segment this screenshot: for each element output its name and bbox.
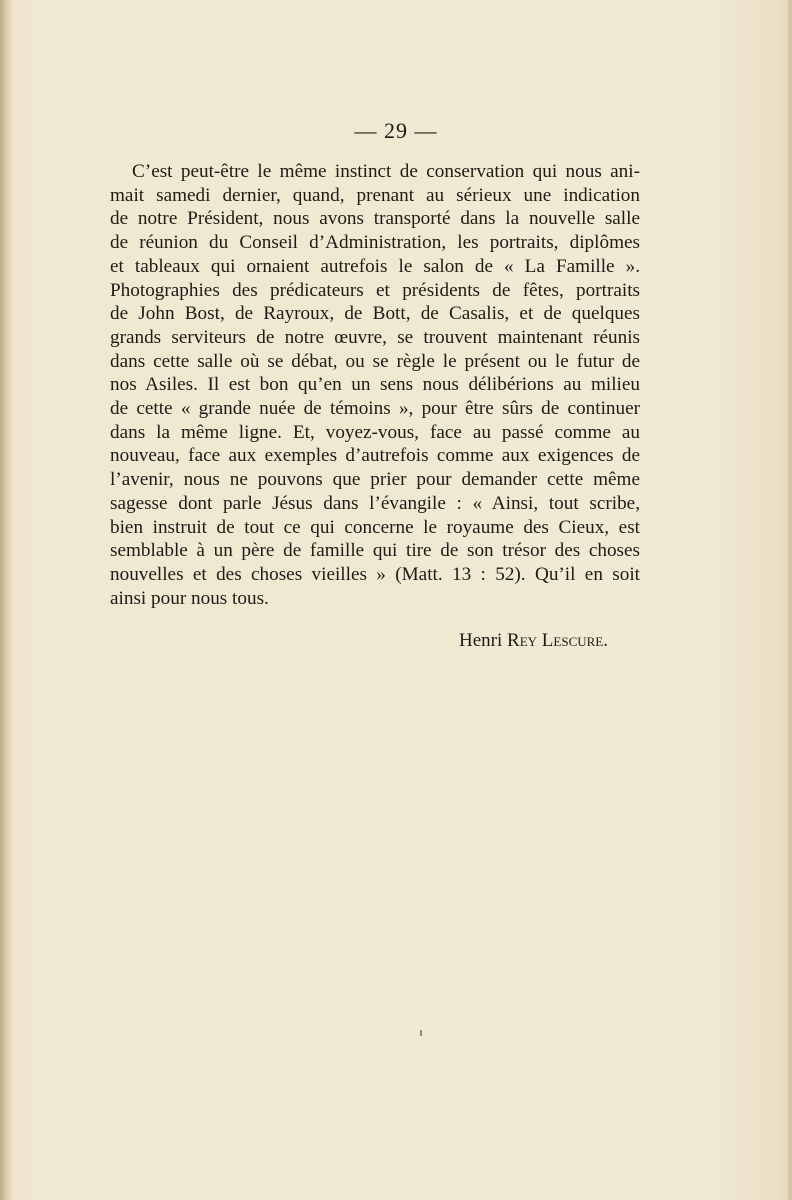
paragraph <box>110 160 640 610</box>
paragraph-line: Photographies des prédicateurs et présidents de fêtes, portraits <box>110 279 640 301</box>
signature-first-name: Henri <box>459 630 503 651</box>
signature <box>459 630 608 652</box>
paragraph-line: de notre Président, nous avons transporté dans la nouvelle salle <box>110 208 640 230</box>
paragraph-line: de réunion du Conseil d’Administration, les portraits, diplômes <box>110 232 640 254</box>
paragraph-line: dans cette salle où se débat, ou se règle le présent ou le futur de <box>110 350 640 372</box>
page-number: — 29 — <box>354 118 438 143</box>
paragraph-line: C’est peut-être le même instinct de conservation qui nous ani- <box>132 161 640 182</box>
paragraph-line: ainsi pour nous tous. <box>110 587 269 609</box>
paragraph-line: mait samedi dernier, quand, prenant au sérieux une indication <box>110 184 640 206</box>
paragraph-line: de cette « grande nuée de témoins », pour être sûrs de continuer <box>110 398 640 420</box>
paragraph-line: nouvelles et des choses vieilles » (Matt. 13 : 52). Qu’il en soit <box>110 563 640 585</box>
page-edge <box>788 0 792 1200</box>
paragraph-line: nouveau, face aux exemples d’autrefois comme aux exigences de <box>110 445 640 467</box>
paragraph-line: de John Bost, de Rayroux, de Bott, de Casalis, et de quelques <box>110 303 640 325</box>
binding-edge <box>0 0 12 1200</box>
paragraph-line: semblable à un père de famille qui tire de son trésor des choses <box>110 540 640 562</box>
paragraph-line: bien instruit de tout ce qui concerne le royaume des Cieux, est <box>110 516 640 538</box>
signature-last-name: Rey Lescure. <box>507 630 608 651</box>
paragraph-line: l’avenir, nous ne pouvons que prier pour demander cette même <box>110 469 640 491</box>
paper-speck <box>420 1030 422 1036</box>
paragraph-line: sagesse dont parle Jésus dans l’évangile : « Ainsi, tout scribe, <box>110 492 640 514</box>
paragraph-line: grands serviteurs de notre œuvre, se trouvent maintenant réunis <box>110 326 640 348</box>
paragraph-line: et tableaux qui ornaient autrefois le salon de « La Famille ». <box>110 255 640 277</box>
paragraph-line: dans la même ligne. Et, voyez-vous, face au passé comme au <box>110 421 640 443</box>
paragraph-line: nos Asiles. Il est bon qu’en un sens nous délibérions au milieu <box>110 374 640 396</box>
